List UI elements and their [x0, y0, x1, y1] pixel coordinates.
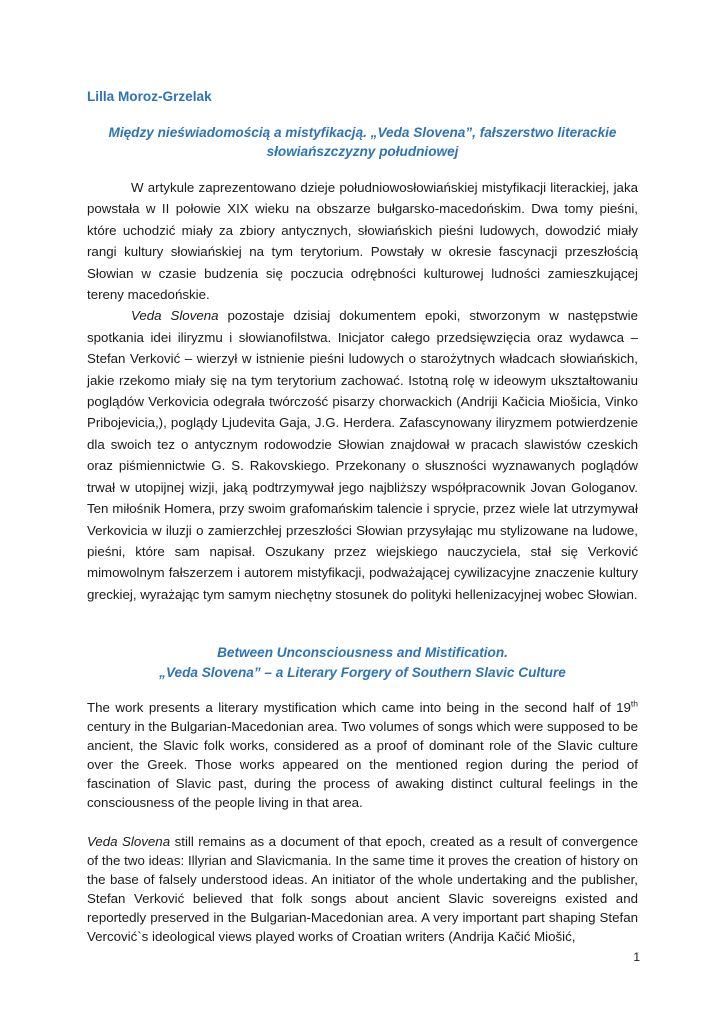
title-polish [87, 123, 638, 161]
abstract-polish-paragraph: W artykule zaprezentowano dzieje południowosłowiańskiej mistyfikacji literackiej, jaka powstała w II połowie XIX wieku na obszarze bułgarsko-macedońskim. Dwa tomy pieśni, które uchodzić miały za zbiory antycznych, słowiańskich pieśni ludowych, dowodzić miały rangi kultury słowiańskiej na tym terytorium. Powstały w okresie fascynacji przeszłością Słowian w czasie budzenia się poczucia odrębności kulturowej ludności zamieszkującej tereny macedońskie. [87, 180, 638, 303]
paragraph-text: The work presents a literary mystification which came into being in the second half of 19 [87, 700, 631, 715]
title-polish-line1: Między nieświadomością a mistyfikacją. „Veda Slovena”, fałszerstwo literackie [108, 125, 617, 140]
abstract-english-paragraph [87, 832, 638, 947]
paragraph-text: still remains as a document of that epoch, created as a result of convergence of the two ideas: Illyrian and Slavicmania. In the same time it proves the creation of history on the base of falsely understood ideas. An initiator of the whole undertaking and the publisher, Stefan Verković believed that folk songs about ancient Slavic sovereigns existed and reportedly preserved in the Bulgarian-Macedonian area. A very important part shaping Stefan Vercović`s ideological views played works of Croatian writers (Andrija Kačić Miošić, [87, 833, 638, 945]
title-english-line1: Between Unconsciousness and Mistification. [217, 645, 508, 660]
abstract-english [87, 698, 638, 965]
paragraph-text: pozostaje dzisiaj dokumentem epoki, stworzonym w następstwie spotkania idei iliryzmu i słowianofilstwa. Inicjator całego przedsięwzięcia oraz wydawca – Stefan Verković – wierzył w istnienie pieśni ludowych o starożytnych władcach słowiańskich, jakie rzekomo miały się na tym terytorium zachować. Istotną rolę w ideowym ukształtowaniu poglądów Verkovicia odegrała twórczość pisarzy chorwackich (Andriji Kačicia Miošicia, Vinko Pribojevicia,), poglądy Ljudevita Gaja, J.G. Herdera. Zafascynowany iliryzmem potwierdzenie dla swoich tez o antycznym rodowodzie Słowian znajdował w pracach slawistów czeskich oraz piśmiennictwie G. S. Rakovskiego. Przekonany o słuszności wyznawanych poglądów trwał w utopijnej wizji, jaką podtrzymywał jego najbliższy współpracownik Jovan Gologanov. Ten miłośnik Homera, przy swoim grafomańskim talencie i sprycie, przez wiele lat utrzymywał Verkovicia w iluzji o zamierzchłej przeszłości Słowian przysyłając mu stylizowane na ludowe, pieśni, które sam napisał. Oszukany przez wiejskiego nauczyciela, stał się Verković mimowolnym fałszerzem i autorem mistyfikacji, podważającej cywilizacyjne znaczenie kultury greckiej, wyrażając tym samym niechętny stosunek do polityki hellenizacyjnej wobec Słowian. [87, 308, 638, 602]
author-name: Lilla Moroz-Grzelak [87, 89, 212, 104]
abstract-polish-paragraph [87, 305, 638, 605]
page-number: 1 [633, 950, 640, 964]
work-title-italic: Veda Slovena [87, 833, 171, 849]
title-polish-line2: słowiańszczyzny południowej [266, 144, 459, 159]
superscript-th: th [630, 698, 638, 709]
work-title-italic: Veda Slovena [131, 308, 219, 324]
abstract-english-paragraph [87, 698, 638, 813]
title-english-line2: „Veda Slovena” – a Literary Forgery of Southern Slavic Culture [159, 664, 566, 680]
abstract-polish [87, 177, 638, 605]
title-english [87, 643, 638, 682]
paragraph-text: century in the Bulgarian-Macedonian area. Two volumes of songs which were supposed to be ancient, the Slavic folk works, considered as a proof of dominant role of the Slavic culture over the Greek. Those works appeared on the mentioned region during the period of fascination of Slavic past, during the process of awaking distinct cultural feelings in the consciousness of the people living in that area. [87, 719, 638, 811]
